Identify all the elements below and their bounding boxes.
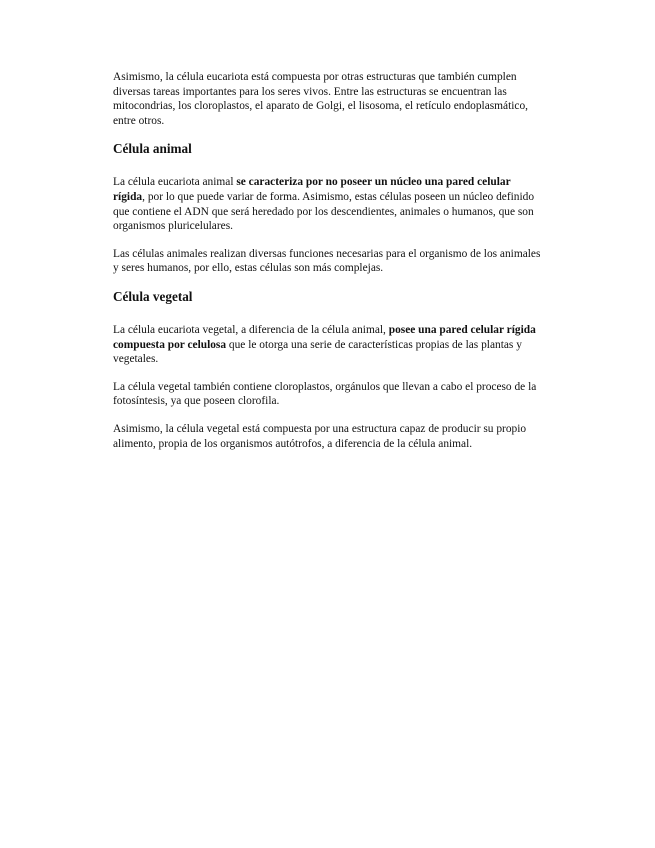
animal-cell-heading: Célula animal bbox=[113, 141, 192, 157]
plant-paragraph-2: La célula vegetal también contiene cloroplastos, orgánulos que llevan a cabo el proceso de la fotosíntesis, ya que poseen clorofila. bbox=[113, 380, 537, 408]
plant-paragraph-1 bbox=[113, 323, 545, 367]
plant-p1-bold-text: posee una pared celular rígida compuesta por celulosa bbox=[113, 323, 536, 351]
plant-cell-heading: Célula vegetal bbox=[113, 288, 193, 304]
intro-paragraph: Asimismo, la célula eucariota está compuesta por otras estructuras que también cumplen diversas tareas importantes para los seres vivos. Entre las estructuras se encuentran las mitocondrias, los cloroplastos, el aparato de Golgi, el lisosoma, el retículo endoplasmático, entre otros. bbox=[113, 71, 529, 127]
document-body bbox=[113, 70, 545, 464]
plant-paragraph-3: Asimismo, la célula vegetal está compuesta por una estructura capaz de producir su propio alimento, propia de los organismos autótrofos, a diferencia de la célula animal. bbox=[113, 422, 527, 450]
animal-p1-text-start: La célula eucariota animal bbox=[113, 176, 237, 189]
animal-paragraph-2: Las células animales realizan diversas funciones necesarias para el organismo de los animales y seres humanos, por ello, estas células son más complejas. bbox=[113, 247, 541, 275]
plant-p1-text-start: La célula eucariota vegetal, a diferencia de la célula animal, bbox=[113, 323, 389, 336]
animal-paragraph-1 bbox=[113, 175, 545, 233]
animal-p1-text-end: , por lo que puede variar de forma. Asimismo, estas células poseen un núcleo definido que contiene el ADN que será heredado por los descendientes, animales o humanos, que son organismos pluricelulares. bbox=[113, 190, 535, 233]
animal-p1-bold-text: se caracteriza por no poseer un núcleo una pared celular rígida bbox=[113, 176, 511, 203]
plant-p1-text-end: que le otorga una serie de características propias de las plantas y vegetales. bbox=[113, 338, 522, 366]
